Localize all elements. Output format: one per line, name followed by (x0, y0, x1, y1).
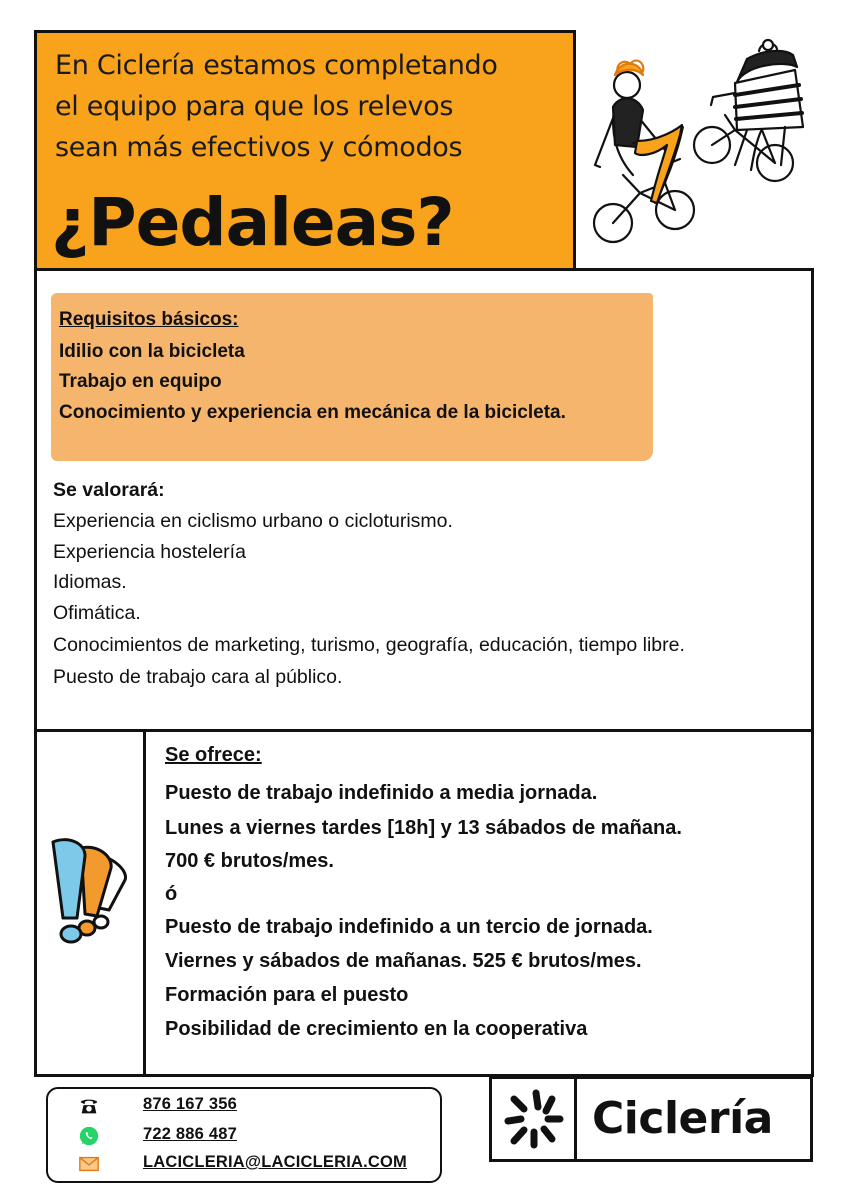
offer-line: Viernes y sábados de mañanas. 525 € brutos/mes. (165, 950, 642, 972)
contact-card (46, 1087, 442, 1183)
logo-divider (574, 1079, 577, 1159)
whatsapp-link[interactable]: 722 886 487 (143, 1125, 237, 1143)
contact-row-phone (48, 1093, 440, 1119)
telephone-icon (78, 1095, 100, 1117)
valued-item: Experiencia en ciclismo urbano o cicloturismo. (53, 510, 453, 532)
header-banner (34, 30, 576, 271)
intro-line-1: En Ciclería estamos completando (55, 50, 498, 81)
sunburst-logo-icon (500, 1085, 568, 1153)
requirement-item: Conocimiento y experiencia en mecánica de la bicicleta. (59, 402, 566, 423)
requirements-title: Requisitos básicos: (59, 309, 239, 330)
requirement-item: Trabajo en equipo (59, 371, 222, 392)
valued-item: Experiencia hostelería (53, 541, 246, 563)
offer-divider (143, 732, 146, 1074)
cyclists-illustration (585, 35, 825, 250)
brand-logo (489, 1076, 813, 1162)
offer-line: Lunes a viernes tardes [18h] y 13 sábados de mañana. (165, 817, 682, 839)
whatsapp-icon (78, 1125, 100, 1147)
valued-item: Idiomas. (53, 571, 127, 593)
valued-item: Ofimática. (53, 602, 141, 624)
offer-line: Posibilidad de crecimiento en la cooperativa (165, 1018, 588, 1040)
email-link[interactable]: LACICLERIA@LACICLERIA.COM (143, 1153, 407, 1171)
intro-line-3: sean más efectivos y cómodos (55, 132, 463, 163)
intro-line-2: el equipo para que los relevos (55, 91, 454, 122)
offer-line: Puesto de trabajo indefinido a media jornada. (165, 782, 598, 804)
valued-title: Se valorará: (53, 479, 165, 501)
offer-line: ó (165, 883, 178, 905)
requirements-panel (34, 268, 814, 732)
offer-title: Se ofrece: (165, 744, 262, 766)
offer-line: Puesto de trabajo indefinido a un tercio de jornada. (165, 916, 653, 938)
envelope-icon (78, 1153, 100, 1175)
offer-panel (34, 729, 814, 1077)
valued-item: Puesto de trabajo cara al público. (53, 666, 343, 688)
headline: ¿Pedaleas? (51, 184, 454, 261)
valued-item: Conocimientos de marketing, turismo, geografía, educación, tiempo libre. (53, 634, 685, 656)
contact-row-whatsapp (48, 1123, 440, 1149)
offer-line: 700 € brutos/mes. (165, 850, 334, 872)
phone-link[interactable]: 876 167 356 (143, 1095, 237, 1113)
brand-name: Ciclería (592, 1093, 773, 1144)
requirement-item: Idilio con la bicicleta (59, 341, 245, 362)
contact-row-email (48, 1151, 440, 1177)
offer-line: Formación para el puesto (165, 984, 409, 1006)
exclamation-icon (47, 836, 129, 946)
